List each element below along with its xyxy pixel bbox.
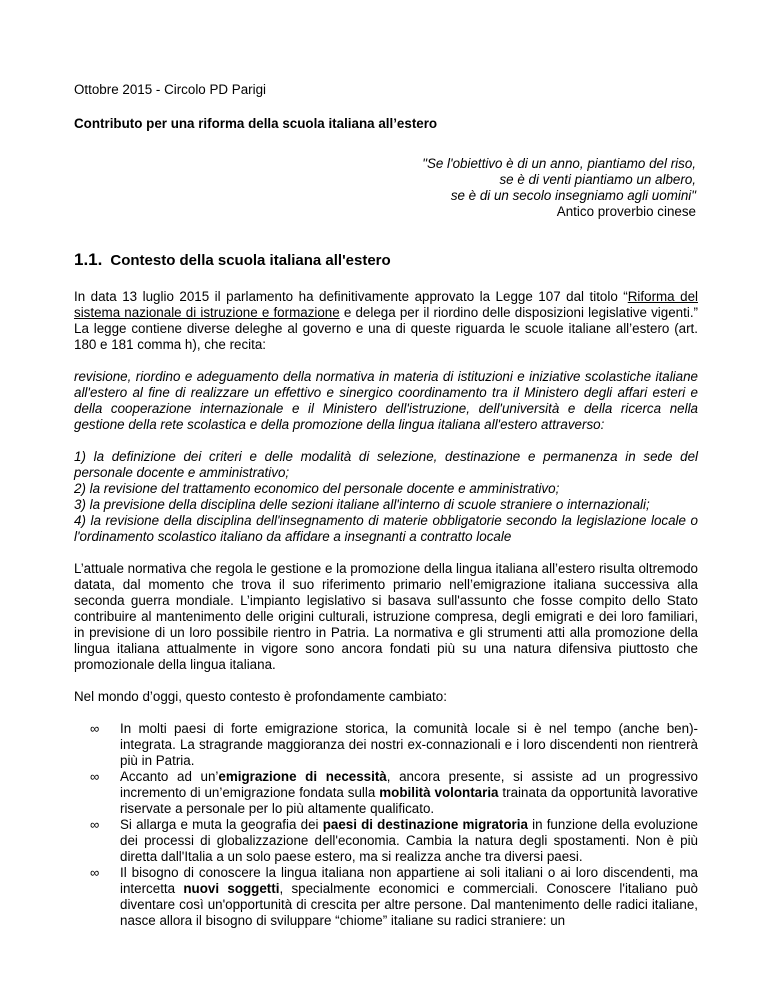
text-span: , specialmente economici e commerciali. Conoscere l'italiano può diventare così un'opportunità di crescita per altre persone. Dal mantenimento delle radici italiane, nasce allora il bisogno di sviluppare “chiome” italiane su radici straniere: un — [120, 881, 699, 928]
bullet-icon: ∞ — [90, 817, 100, 832]
document-page — [74, 82, 698, 929]
numbered-list — [74, 449, 698, 545]
text-span: Il bisogno di conoscere la lingua italiana non appartiene ai soli italiani o ai loro discendenti, ma intercetta — [120, 865, 698, 896]
document-date-header: Ottobre 2015 - Circolo PD Parigi — [74, 82, 267, 97]
bullet-item — [90, 865, 698, 929]
bold-span: emigrazione di necessità — [218, 769, 387, 784]
law-title-link[interactable]: Riforma del sistema nazionale di istruzione e formazione — [74, 289, 698, 320]
text-span: trainata da opportunità lavorative riservate a personale per lo più altamente qualificato. — [120, 785, 698, 816]
numbered-item: 2) la revisione del trattamento economico del personale docente e amministrativo; — [74, 481, 560, 496]
text-span: Si allarga e muta la geografia dei — [120, 817, 323, 832]
bold-span: mobilità volontaria — [379, 785, 499, 800]
paragraph-law-intro — [74, 289, 698, 353]
text-span: In molti paesi di forte emigrazione storica, la comunità locale si è nel tempo (anche ben)-integrata. La stragrande maggioranza dei nostri ex-connazionali e i loro discendenti non rientrerà più in Patria. — [120, 721, 698, 768]
bullet-list — [74, 721, 698, 929]
bullet-item — [90, 769, 698, 817]
section-title: Contesto della scuola italiana all'estero — [110, 252, 391, 269]
text-span: Accanto ad un’ — [120, 769, 219, 784]
text-span: e delega per il riordino delle disposizioni legislative vigenti.” La legge contiene diverse deleghe al governo e una di queste riguarda le scuole italiane all’estero (art. 180 e 181 comma h), che recita: — [74, 305, 698, 352]
bold-span: paesi di destinazione migratoria — [322, 817, 528, 832]
section-heading — [74, 252, 698, 269]
numbered-item: 4) la revisione della disciplina dell'insegnamento di materie obbligatorie secondo la legislazione locale o l'ordinamento scolastico italiano da affidare a insegnanti a contratto locale — [74, 513, 698, 544]
paragraph-context: L’attuale normativa che regola le gestione e la promozione della lingua italiana all’estero risulta oltremodo datata, dal momento che trova il suo riferimento primario nell’emigrazione italiana successiva alla seconda guerra mondiale. L’impianto legislativo si basava sull'assunto che fosse compito dello Stato contribuire al mantenimento delle origini culturali, istruzione compresa, degli emigrati e dei loro familiari, in previsione di un loro possibile rientro in Patria. La normativa e gli strumenti atti alla promozione della lingua italiana attualmente in vigore sono ancora fondati più su una natura difensiva piuttosto che promozionale della lingua italiana. — [74, 561, 698, 672]
document-title: Contributo per una riforma della scuola italiana all’estero — [74, 116, 438, 131]
quote-line: se è di un secolo insegniamo agli uomini" — [450, 188, 696, 203]
quote-author: Antico proverbio cinese — [556, 204, 696, 219]
numbered-item: 3) la previsione della disciplina delle sezioni italiane all'interno di scuole straniere o internazionali; — [74, 497, 650, 512]
text-span: , ancora presente, si assiste ad un progressivo incremento di un’emigrazione fondata sulla — [120, 769, 698, 800]
text-span: in funzione della evoluzione dei processi di globalizzazione dell'economia. Cambia la natura degli spostamenti. Non è più diretta dall'Italia a un solo paese estero, ma si realizza anche tra diversi paesi. — [120, 817, 699, 864]
text-span: In data 13 luglio 2015 il parlamento ha definitivamente approvato la Legge 107 dal titolo “ — [74, 289, 628, 304]
quote-line: "Se l'obiettivo è di un anno, piantiamo del riso, — [422, 156, 696, 171]
bullet-icon: ∞ — [90, 721, 100, 736]
section-number: 1.1. — [74, 250, 103, 269]
paragraph-law-quote: revisione, riordino e adeguamento della normativa in materia di istituzioni e iniziative scolastiche italiane all'estero al fine di realizzare un effettivo e sinergico coordinamento tra il Ministero degli affari esteri e della cooperazione internazionale e il Ministero dell'istruzione, dell'università e della ricerca nella gestione della rete scolastica e della promozione della lingua italiana all'estero attraverso: — [74, 369, 698, 432]
bold-span: nuovi soggetti — [183, 881, 280, 896]
bullet-item — [90, 817, 698, 865]
bullet-item — [90, 721, 698, 769]
quote-line: se è di venti piantiamo un albero, — [499, 172, 696, 187]
bullet-icon: ∞ — [90, 865, 100, 880]
bullet-icon: ∞ — [90, 769, 100, 784]
epigraph-quote — [74, 156, 696, 220]
numbered-item: 1) la definizione dei criteri e delle modalità di selezione, destinazione e permanenza in sede del personale docente e amministrativo; — [74, 449, 698, 480]
paragraph-changes-intro: Nel mondo d’oggi, questo contesto è profondamente cambiato: — [74, 689, 447, 704]
